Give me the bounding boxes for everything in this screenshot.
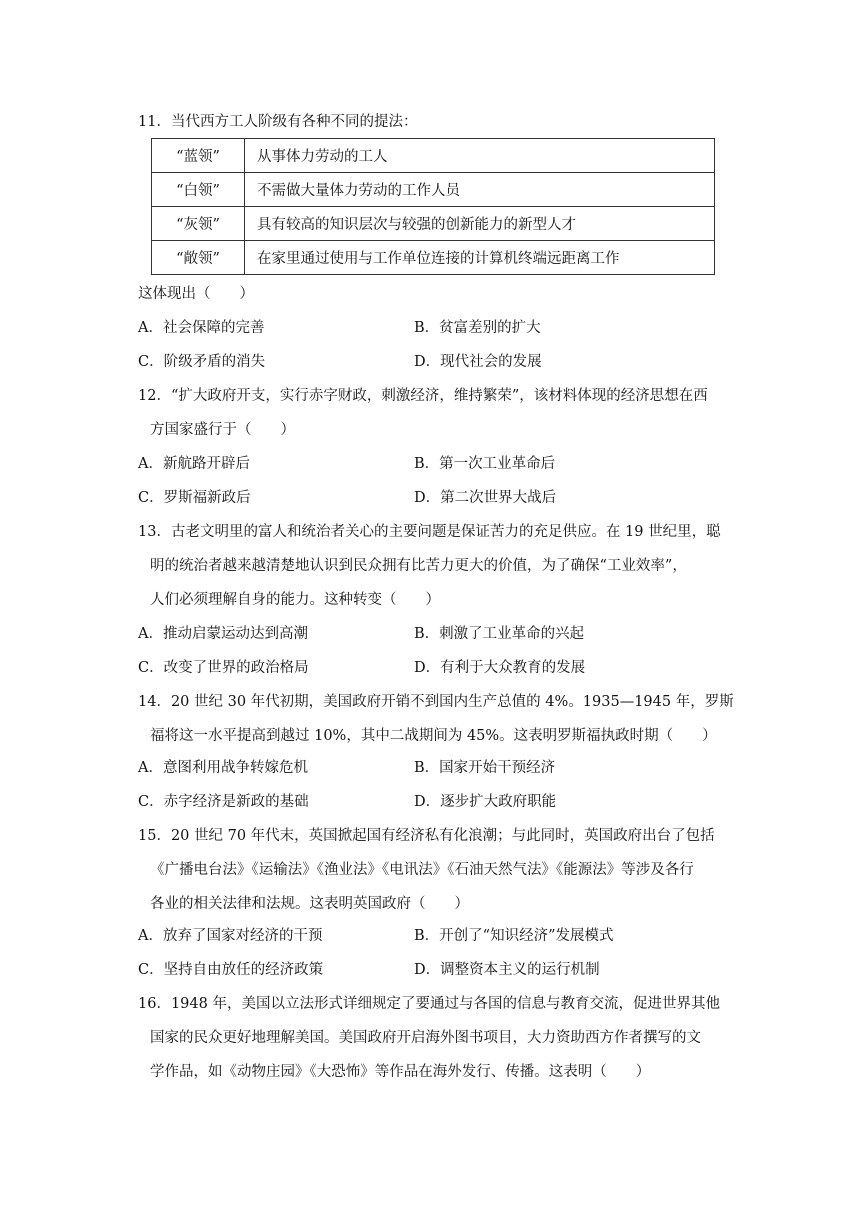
option-b[interactable]: B．开创了“知识经济”发展模式	[414, 928, 614, 944]
question-11-options	[138, 311, 738, 379]
option-b[interactable]: B．贫富差别的扩大	[414, 320, 541, 336]
option-c[interactable]: C．坚持自由放任的经济政策	[138, 962, 324, 978]
question-14-options	[138, 751, 738, 819]
option-d[interactable]: D．逐步扩大政府职能	[414, 794, 557, 810]
question-12-line-1: 12．“扩大政府开支，实行赤字财政，刺激经济，维持繁荣”，该材料体现的经济思想在西	[138, 388, 708, 404]
option-b[interactable]: B．国家开始干预经济	[414, 760, 556, 776]
term-cell: “白领”	[152, 173, 245, 207]
worker-terms-table	[151, 138, 715, 275]
question-16-line-1: 16．1948 年，美国以立法形式详细规定了要通过与各国的信息与教育交流，促进世界其他	[138, 996, 720, 1012]
question-11-after: 这体现出（ ）	[138, 286, 254, 302]
question-13-line-1: 13．古老文明里的富人和统治者关心的主要问题是保证苦力的充足供应。在 19 世纪里，聪	[138, 524, 721, 540]
term-cell: “灰领”	[152, 207, 245, 241]
description-cell: 具有较高的知识层次与较强的创新能力的新型人才	[245, 207, 715, 241]
question-15-line-2: 《广播电台法》《运输法》《渔业法》《电讯法》《石油天然气法》《能源法》等涉及各行	[150, 862, 694, 878]
question-14-line-2: 福将这一水平提高到越过 10%，其中二战期间为 45%。这表明罗斯福执政时期（ ）	[150, 728, 717, 744]
question-11	[138, 105, 738, 139]
question-12-options	[138, 447, 738, 515]
question-12	[138, 379, 738, 447]
question-14	[138, 685, 738, 753]
question-16	[138, 987, 738, 1089]
table-row	[152, 173, 715, 207]
term-cell: “敞领”	[152, 241, 245, 275]
option-d[interactable]: D．调整资本主义的运行机制	[414, 962, 600, 978]
question-13-line-3: 人们必须理解自身的能力。这种转变（ ）	[150, 592, 440, 608]
question-13	[138, 515, 738, 617]
description-cell: 在家里通过使用与工作单位连接的计算机终端远距离工作	[245, 241, 715, 275]
option-c[interactable]: C．阶级矛盾的消失	[138, 354, 266, 370]
question-11-stem: 11．当代西方工人阶级有各种不同的提法：	[138, 114, 418, 130]
option-b[interactable]: B．刺激了工业革命的兴起	[414, 626, 585, 642]
option-d[interactable]: D．第二次世界大战后	[414, 490, 557, 506]
question-15	[138, 819, 738, 921]
option-a[interactable]: A．社会保障的完善	[138, 320, 265, 336]
question-13-options	[138, 617, 738, 685]
question-15-line-1: 15．20 世纪 70 年代末，英国掀起国有经济私有化浪潮；与此同时，英国政府出台了包括	[138, 828, 715, 844]
option-b[interactable]: B．第一次工业革命后	[414, 456, 556, 472]
option-c[interactable]: C．赤字经济是新政的基础	[138, 794, 309, 810]
option-a[interactable]: A．放弃了国家对经济的干预	[138, 928, 323, 944]
question-11-prompt	[138, 277, 738, 311]
option-a[interactable]: A．新航路开辟后	[138, 456, 250, 472]
option-c[interactable]: C．罗斯福新政后	[138, 490, 251, 506]
table-row	[152, 241, 715, 275]
description-cell: 从事体力劳动的工人	[245, 139, 715, 173]
question-14-line-1: 14．20 世纪 30 年代初期，美国政府开销不到国内生产总值的 4%。1935—1945 年，罗斯	[138, 694, 734, 710]
question-13-line-2: 明的统治者越来越清楚地认识到民众拥有比苦力更大的价值，为了确保“工业效率”，	[150, 558, 687, 574]
term-cell: “蓝领”	[152, 139, 245, 173]
question-15-options	[138, 919, 738, 987]
question-12-line-2: 方国家盛行于（ ）	[150, 422, 295, 438]
option-d[interactable]: D．现代社会的发展	[414, 354, 542, 370]
question-16-line-2: 国家的民众更好地理解美国。美国政府开启海外图书项目，大力资助西方作者撰写的文	[150, 1030, 701, 1046]
question-16-line-3: 学作品，如《动物庄园》《大恐怖》等作品在海外发行、传播。这表明（ ）	[150, 1064, 651, 1080]
option-c[interactable]: C．改变了世界的政治格局	[138, 660, 309, 676]
table-row	[152, 139, 715, 173]
description-cell: 不需做大量体力劳动的工作人员	[245, 173, 715, 207]
table-row	[152, 207, 715, 241]
option-d[interactable]: D．有利于大众教育的发展	[414, 660, 586, 676]
option-a[interactable]: A．推动启蒙运动达到高潮	[138, 626, 308, 642]
question-15-line-3: 各业的相关法律和法规。这表明英国政府（ ）	[150, 896, 469, 912]
option-a[interactable]: A．意图利用战争转嫁危机	[138, 760, 308, 776]
